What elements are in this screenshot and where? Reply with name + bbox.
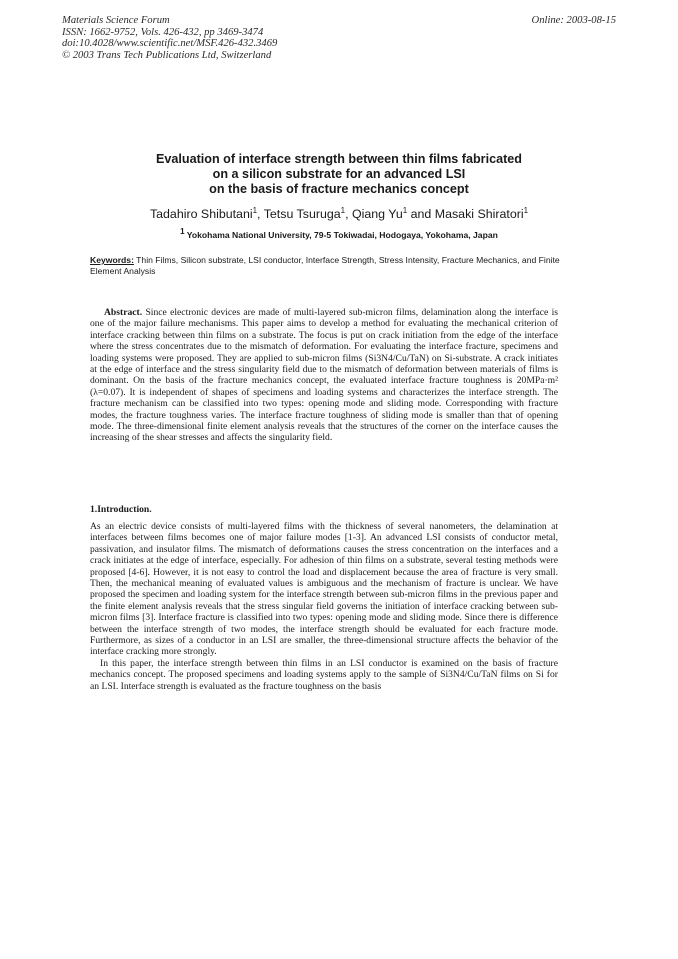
title-line-2: on a silicon substrate for an advanced LSI [212,167,466,181]
introduction-body [90,521,558,692]
keywords-text: Thin Films, Silicon substrate, LSI conductor, Interface Strength, Stress Intensity, Fracture Mechanics, and Finite Element Analysis [90,255,560,276]
author-separator: , [345,207,352,222]
abstract-text: Since electronic devices are made of multi-layered sub-micron films, delamination along the interface is one of the major failure mechanisms. This paper aims to develop a method for evaluating the mechanical criterion of interface cracking between thin films on a substrate. The focus is put on crack initiation from the edge of the interface where the stress concentrates due to the mismatch of deformation. For evaluating the interface fracture, specimens and loading systems were proposed. They are applied to sub-micron films (Si3N4/Cu/TaN) on Si-substrate. A crack initiates at the edge of interface and the stress singularity field due to the mismatch of deformation between materials of films is dominant. On the basis of the fracture mechanics concept, the evaluated interface fracture toughness is 20MPa·m² (λ=0.07). It is independent of shapes of specimens and loading systems and characterizes the interface strength. The fracture mechanism can be classified into two types: opening mode and sliding mode. Corresponding with fracture modes, the fracture toughness varies. The interface fracture toughness of sliding mode is smaller than that of opening mode. The three-dimensional finite element analysis reveals that the structures of the corner on the interface causes the increasing of the shear stresses and affects the singularity field. [90,307,558,444]
author-3: Qiang Yu [351,207,403,222]
copyright-line: © 2003 Trans Tech Publications Ltd, Switzerland [62,49,272,61]
intro-paragraph-2: In this paper, the interface strength between thin films in an LSI conductor is examined on the basis of fracture mechanics concept. The proposed specimens and loading systems apply to the sample of Si3N4/Cu/TaN films on Si for an LSI. Interface strength is evaluated as the fracture toughness on the basis [90,657,558,692]
author-1-affil: 1 [252,206,258,215]
keywords [90,255,560,276]
intro-paragraph-1: As an electric device consists of multi-layered films with the thickness of several nanometers, the delamination at interfaces between films becomes one of major failure modes [1-3]. An advanced LSI consists of conductor metal, passivation, and insulator films. The mismatch of deformations causes the stress concentration on the interfaces and a crack initiates at the edge of interface, especially. For adhesion of thin films on a substrate, several testing methods were proposed [4-6]. However, it is not easy to control the load and displacement because the area of fracture is very small. Then, the mechanical meaning of evaluated values is ambiguous and the mechanism of fracture is unclear. We have proposed the specimen and loading system for the interface strength between sub-micron films in the previous paper and the finite element analysis reveals that the stress singular field governs the initiation of interface cracking between sub-micron films [3]. Interface fracture is classified into two types: opening mode and sliding mode. Since there is difference between the interface strength of two modes, the interface strength should be evaluated for each fracture mode. Furthermore, as sizes of a conductor in an LSI are smaller, the three-dimensional structure affects the behavior of the interface cracking more strongly. [90,521,558,658]
author-conjunction: and [407,207,435,222]
title-line-1: Evaluation of interface strength between thin films fabricated [156,152,522,166]
author-list [60,206,618,221]
author-4: Masaki Shiratori [434,207,524,222]
abstract-label: Abstract. [104,307,143,318]
journal-header [62,15,277,61]
author-3-affil: 1 [402,206,408,215]
affiliation [60,227,618,240]
online-date: Online: 2003-08-15 [531,15,616,26]
author-4-affil: 1 [523,206,529,215]
affiliation-number: 1 [180,227,185,236]
author-2-affil: 1 [340,206,346,215]
author-2: Tetsu Tsuruga [263,207,341,222]
paper-title [60,152,618,197]
doi-line: doi:10.4028/www.scientific.net/MSF.426-432.3469 [62,38,278,50]
affiliation-text: Yokohama National University, 79-5 Tokiwadai, Hodogaya, Yokohama, Japan [184,229,498,240]
author-1: Tadahiro Shibutani [149,207,253,222]
keywords-label: Keywords: [90,255,134,265]
issn-line: ISSN: 1662-9752, Vols. 426-432, pp 3469-3474 [62,26,264,38]
author-separator: , [257,207,264,222]
title-line-3: on the basis of fracture mechanics concept [209,182,469,196]
abstract [90,307,558,444]
section-heading-introduction: 1.Introduction. [90,504,152,515]
journal-name: Materials Science Forum [62,15,170,26]
